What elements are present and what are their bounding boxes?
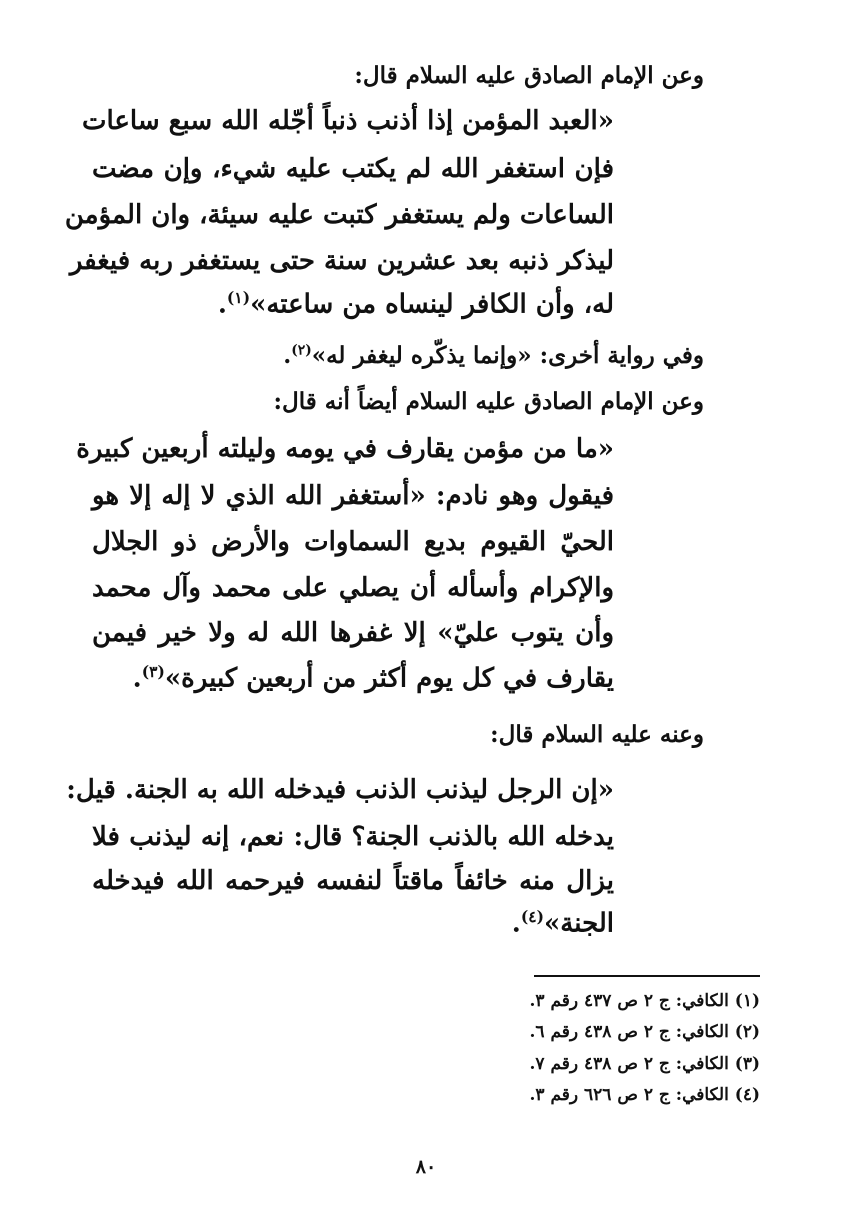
footnote: (١) الكافي: ج ٢ ص ٤٣٧ رقم ٣. bbox=[529, 991, 760, 1011]
quote-line: يدخله الله بالذنب الجنة؟ قال: نعم، إنه ليذنب فلا bbox=[92, 822, 614, 852]
quote-text: الجنة» bbox=[544, 908, 614, 939]
page-number: ٨٠ bbox=[415, 1156, 437, 1178]
quote-line: وأن يتوب عليّ» إلا غفرها الله له ولا خير فيمن bbox=[92, 618, 614, 648]
quote-line: «ما من مؤمن يقارف في يومه وليلته أربعين كبيرة bbox=[76, 434, 614, 464]
quote-line-last: يقارف في كل يوم أكثر من أربعين كبيرة»$^{(٣)}$. bbox=[132, 662, 614, 694]
quote-line-last: الجنة»$^{(٤)}$. bbox=[511, 907, 614, 939]
footnote-ref: (٢) bbox=[291, 342, 312, 359]
quote-line: والإكرام وأسأله أن يصلي على محمد وآل محمد bbox=[92, 573, 614, 603]
quote-line: يزال منه خائفاً ماقتاً لنفسه فيرحمه الله فيدخله bbox=[92, 866, 614, 896]
quote-line: ليذكر ذنبه بعد عشرين سنة حتى يستغفر ربه فيغفر bbox=[69, 246, 614, 276]
narration-intro: وعنه عليه السلام قال: bbox=[490, 721, 704, 748]
quote-line: الحيّ القيوم بديع السماوات والأرض ذو الجلال bbox=[92, 527, 614, 557]
quote-line: فإن استغفر الله لم يكتب عليه شيء، وإن مضت bbox=[92, 154, 614, 184]
quote-text: يقارف في كل يوم أكثر من أربعين كبيرة» bbox=[164, 663, 614, 694]
narration-intro: وعن الإمام الصادق عليه السلام قال: bbox=[354, 62, 704, 89]
footnote: (٣) الكافي: ج ٢ ص ٤٣٨ رقم ٧. bbox=[529, 1054, 760, 1074]
quote-line: فيقول وهو نادم: «أستغفر الله الذي لا إله إلا هو bbox=[92, 481, 614, 511]
narration-text: وفي رواية أخرى: «وإنما يذكّره ليغفر له» bbox=[311, 342, 704, 369]
footnote-ref: (٤) bbox=[520, 907, 545, 926]
footnote-separator bbox=[534, 975, 760, 977]
quote-line-last: له، وأن الكافر لينساه من ساعته»$^{(١)}$. bbox=[217, 288, 614, 320]
alternate-narration: وفي رواية أخرى: «وإنما يذكّره ليغفر له»$^{(٢)}$. bbox=[283, 342, 704, 369]
footnote: (٤) الكافي: ج ٢ ص ٦٢٦ رقم ٣. bbox=[529, 1085, 760, 1105]
footnote: (٢) الكافي: ج ٢ ص ٤٣٨ رقم ٦. bbox=[529, 1022, 760, 1042]
footnote-ref: (١) bbox=[226, 288, 251, 307]
narration-intro: وعن الإمام الصادق عليه السلام أيضاً أنه قال: bbox=[273, 388, 704, 415]
quote-line: «إن الرجل ليذنب الذنب فيدخله الله به الجنة. قيل: bbox=[66, 775, 614, 805]
quote-line: «العبد المؤمن إذا أذنب ذنباً أجّله الله سبع ساعات bbox=[82, 106, 614, 136]
quote-line: الساعات ولم يستغفر كتبت عليه سيئة، وان المؤمن bbox=[64, 200, 614, 230]
footnote-ref: (٣) bbox=[141, 662, 165, 681]
quote-text: له، وأن الكافر لينساه من ساعته» bbox=[250, 289, 614, 320]
